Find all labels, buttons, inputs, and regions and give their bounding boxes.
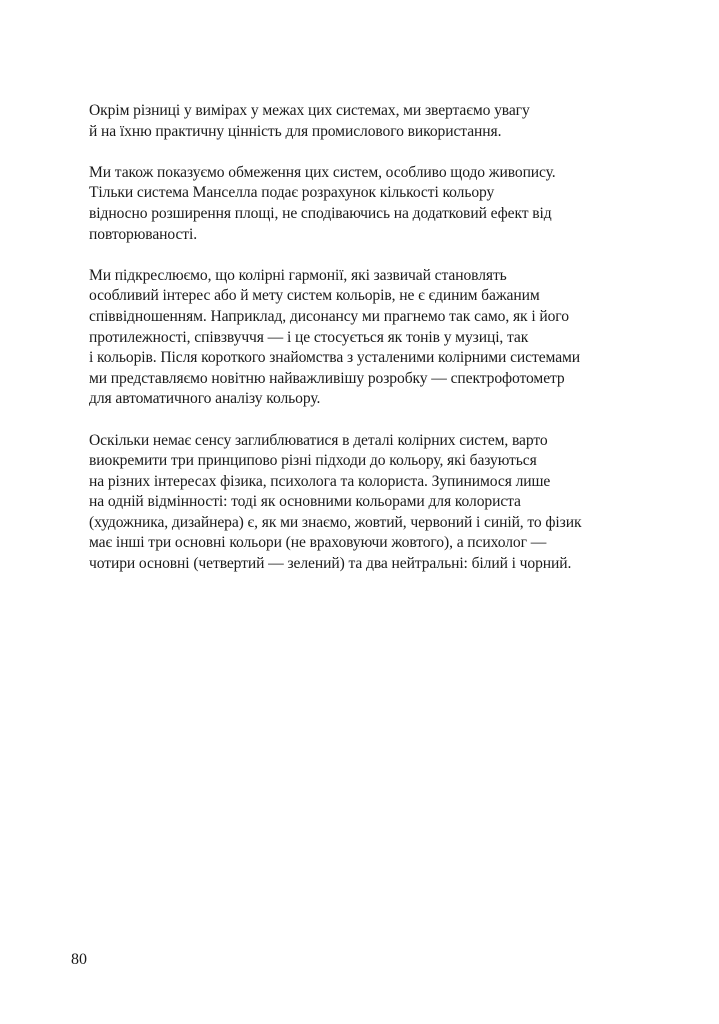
text-line: Оскільки немає сенсу заглиблюватися в деталі колірних систем, варто xyxy=(89,431,548,449)
text-line: відносно розширення площі, не сподіваючись на додатковий ефект від xyxy=(89,204,552,222)
paragraph-2 xyxy=(89,163,629,245)
paragraph-3 xyxy=(89,266,629,410)
text-line: чотири основні (четвертий — зелений) та два нейтральні: білий і чорний. xyxy=(89,555,572,573)
text-line: особливий інтерес або й мету систем кольорів, не є єдиним бажаним xyxy=(89,287,540,305)
paragraph-4 xyxy=(89,431,629,575)
text-line: (художника, дизайнера) є, як ми знаємо, жовтий, червоний і синій, то фізик xyxy=(89,513,582,531)
text-line: виокремити три принципово різні підходи до кольору, які базуються xyxy=(89,452,537,470)
page-number: 80 xyxy=(71,951,87,968)
text-line: Ми підкреслюємо, що колірні гармонії, які зазвичай становлять xyxy=(89,266,507,284)
text-line: співвідношенням. Наприклад, дисонансу ми прагнемо так само, як і його xyxy=(89,307,569,325)
text-line: Окрім різниці у вимірах у межах цих системах, ми звертаємо увагу xyxy=(89,102,530,119)
text-line: на одній відмінності: тоді як основними кольорами для колориста xyxy=(89,493,521,511)
text-line: ми представляємо новітню найважливішу розробку — спектрофотометр xyxy=(89,369,565,387)
paragraph-1 xyxy=(89,101,629,142)
text-line: й на їхню практичну цінність для промислового використання. xyxy=(89,122,502,140)
text-line: протилежності, співзвуччя — і це стосується як тонів у музиці, так xyxy=(89,328,529,346)
text-line: для автоматичного аналізу кольору. xyxy=(89,390,321,408)
text-line: повторюваності. xyxy=(89,225,198,243)
text-line: Тільки система Манселла подає розрахунок кількості кольору xyxy=(89,184,495,202)
text-line: має інші три основні кольори (не враховуючи жовтого), а психолог — xyxy=(89,534,547,552)
body-text xyxy=(89,101,629,575)
text-line: і кольорів. Після короткого знайомства з усталеними колірними системами xyxy=(89,349,581,367)
text-line: Ми також показуємо обмеження цих систем, особливо щодо живопису. xyxy=(89,163,556,181)
text-line: на різних інтересах фізика, психолога та колориста. Зупинимося лише xyxy=(89,472,551,490)
